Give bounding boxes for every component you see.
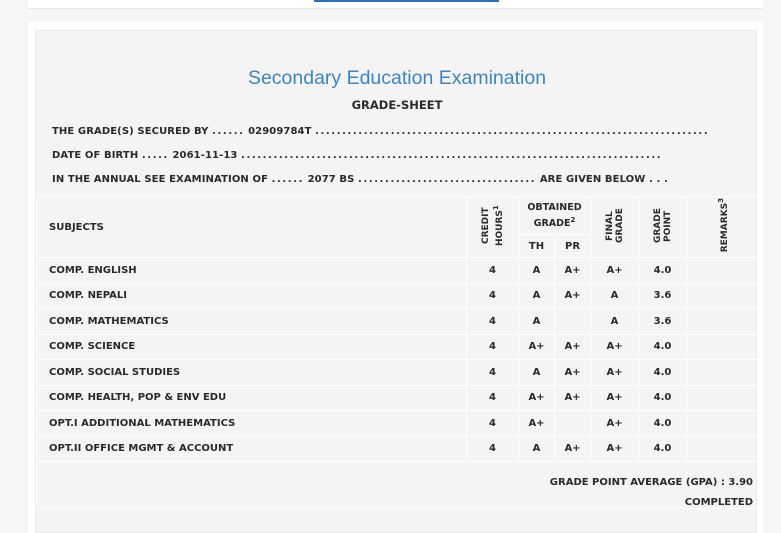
remarks-cell — [687, 360, 759, 386]
grade-point-cell: 4.0 — [639, 258, 687, 284]
final-grade-cell: A+ — [591, 385, 639, 411]
dot-leader: ......................................................................... — [315, 126, 710, 137]
dob-label: DATE OF BIRTH — [52, 150, 139, 161]
credit-cell: 4 — [467, 385, 519, 411]
symbol-number: 02909784T — [248, 126, 312, 137]
table-row — [37, 334, 759, 360]
remarks-cell — [687, 385, 759, 411]
secured-by-label: THE GRADE(S) SECURED BY — [52, 126, 209, 137]
subject-cell: COMP. HEALTH, POP & ENV EDU — [37, 385, 467, 411]
subject-cell: COMP. SOCIAL STUDIES — [37, 360, 467, 386]
subjects-header: SUBJECTS — [37, 197, 467, 258]
sheet-subtitle: GRADE-SHEET — [351, 98, 443, 112]
subject-cell: COMP. NEPALI — [37, 283, 467, 309]
th-cell: A — [519, 283, 555, 309]
remarks-cell — [687, 411, 759, 437]
subject-cell: OPT.II OFFICE MGMT & ACCOUNT — [37, 436, 467, 462]
subject-cell: COMP. SCIENCE — [37, 334, 467, 360]
dot-leader: ..... — [141, 150, 169, 161]
credit-cell: 4 — [467, 309, 519, 335]
remarks-cell — [687, 258, 759, 284]
final-grade-cell: A+ — [591, 258, 639, 284]
pr-cell: A+ — [555, 436, 591, 462]
credit-cell: 4 — [467, 258, 519, 284]
exam-title: Secondary Education Examination — [247, 67, 547, 89]
result-status: COMPLETED — [684, 497, 754, 508]
summary-cell — [37, 462, 759, 509]
grade-sheet-panel — [35, 30, 757, 533]
table-row — [37, 309, 759, 335]
secured-by-line — [52, 126, 709, 137]
pr-cell — [555, 309, 591, 335]
th-cell: A+ — [519, 385, 555, 411]
exam-line — [52, 174, 668, 185]
grades-table — [36, 196, 759, 509]
credit-cell: 4 — [467, 360, 519, 386]
final-grade-cell: A+ — [591, 411, 639, 437]
pr-cell: A+ — [555, 360, 591, 386]
th-cell: A — [519, 436, 555, 462]
remarks-cell — [687, 436, 759, 462]
grade-point-header: GRADE POINT — [639, 197, 687, 258]
final-grade-cell: A+ — [591, 436, 639, 462]
dot-leader: ...... — [212, 126, 245, 137]
grade-point-cell: 4.0 — [639, 360, 687, 386]
grade-point-cell: 4.0 — [639, 385, 687, 411]
summary-row — [37, 462, 759, 509]
subject-cell: COMP. ENGLISH — [37, 258, 467, 284]
dot-leader: ...... — [271, 174, 305, 185]
pr-cell — [555, 411, 591, 437]
pr-header: PR — [555, 235, 591, 258]
grade-point-cell: 4.0 — [639, 411, 687, 437]
credit-hours-header: CREDIT HOURS$^1$ — [467, 197, 519, 258]
grade-point-cell: 3.6 — [639, 309, 687, 335]
th-cell: A+ — [519, 334, 555, 360]
table-row — [37, 385, 759, 411]
grade-point-cell: 4.0 — [639, 334, 687, 360]
final-grade-cell: A+ — [591, 360, 639, 386]
th-cell: A — [519, 309, 555, 335]
subject-cell: COMP. MATHEMATICS — [37, 309, 467, 335]
table-row — [37, 360, 759, 386]
remarks-cell — [687, 309, 759, 335]
dot-leader: .............................................................................. — [241, 150, 663, 161]
table-row — [37, 411, 759, 437]
subject-cell: OPT.I ADDITIONAL MATHEMATICS — [37, 411, 467, 437]
dot-leader: ................................. — [358, 174, 537, 185]
pr-cell: A+ — [555, 385, 591, 411]
grade-point-cell: 3.6 — [639, 283, 687, 309]
table-row — [37, 258, 759, 284]
obtained-grade-header: OBTAINED GRADE$^2$ — [519, 197, 591, 235]
exam-suffix: ARE GIVEN BELOW . . . — [539, 174, 668, 185]
th-header: TH — [519, 235, 555, 258]
final-grade-cell: A — [591, 283, 639, 309]
credit-cell: 4 — [467, 334, 519, 360]
th-cell: A+ — [519, 411, 555, 437]
pr-cell: A+ — [555, 283, 591, 309]
gpa-text: GRADE POINT AVERAGE (GPA) : 3.90 — [549, 477, 754, 488]
pr-cell: A+ — [555, 258, 591, 284]
remarks-cell — [687, 334, 759, 360]
pr-cell: A+ — [555, 334, 591, 360]
exam-prefix: IN THE ANNUAL SEE EXAMINATION OF — [52, 174, 269, 185]
exam-year: 2077 BS — [307, 174, 355, 185]
table-row — [37, 436, 759, 462]
remarks-cell — [687, 283, 759, 309]
grade-sheet-card — [28, 22, 763, 533]
credit-cell: 4 — [467, 283, 519, 309]
remarks-header: REMARKS$^3$ — [687, 197, 759, 258]
final-grade-cell: A — [591, 309, 639, 335]
final-grade-header: FINAL GRADE — [591, 197, 639, 258]
dob-value: 2061-11-13 — [172, 150, 238, 161]
credit-cell: 4 — [467, 436, 519, 462]
th-cell: A — [519, 360, 555, 386]
top-button-edge[interactable] — [314, 0, 499, 2]
th-cell: A — [519, 258, 555, 284]
final-grade-cell: A+ — [591, 334, 639, 360]
dob-line — [52, 150, 662, 161]
credit-cell: 4 — [467, 411, 519, 437]
table-row — [37, 283, 759, 309]
grade-point-cell: 4.0 — [639, 436, 687, 462]
grades-table-wrap — [36, 196, 758, 509]
